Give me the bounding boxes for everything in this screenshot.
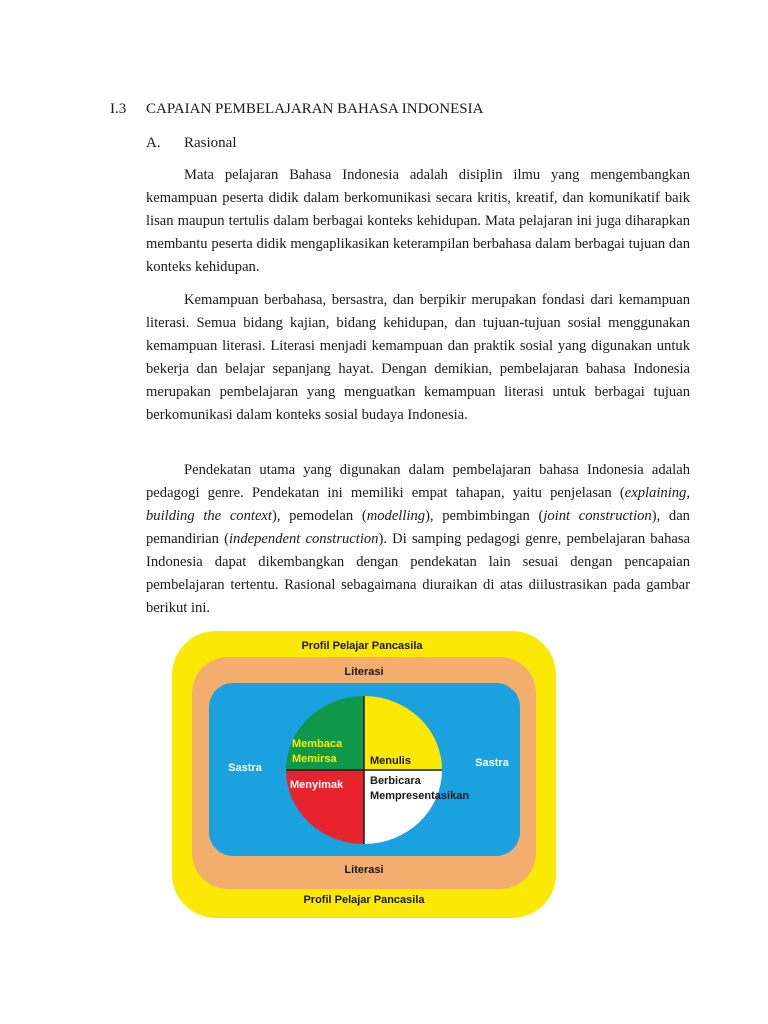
paragraph-3-term-1: explaining, building the context bbox=[146, 485, 690, 524]
label-middle-bottom: Literasi bbox=[344, 864, 384, 876]
paragraph-3-text-5: ). Di samping pedagogi genre, pembelajaran bahasa Indonesia dapat dikembangkan dengan pendekatan lain sesuai dengan pencapaian pembelajaran tertentu. Rasional sebagaimana diuraikan di atas diilustrasikan pada gambar berikut ini. bbox=[146, 531, 691, 616]
label-inner-left: Sastra bbox=[228, 762, 262, 774]
label-berbicara: Berbicara bbox=[370, 775, 421, 787]
section-number: I.3 bbox=[110, 101, 127, 117]
subsection-title: Rasional bbox=[184, 135, 237, 151]
paragraph-3-term-2: modelling bbox=[366, 508, 426, 524]
label-menyimak: Menyimak bbox=[290, 779, 344, 791]
label-outer-top: Profil Pelajar Pancasila bbox=[301, 640, 423, 652]
subsection-number: A. bbox=[146, 135, 161, 151]
label-inner-right: Sastra bbox=[475, 757, 509, 769]
paragraph-3-text-1: Pendekatan utama yang digunakan dalam pembelajaran bahasa Indonesia adalah pedagogi genre. Pendekatan ini memiliki empat tahapan, yaitu penjelasan ( bbox=[146, 462, 690, 501]
label-menulis: Menulis bbox=[370, 755, 411, 767]
paragraph-2: Kemampuan berbahasa, bersastra, dan berpikir merupakan fondasi dari kemampuan literasi. Semua bidang kajian, bidang kehidupan, dan tujuan-tujuan sosial menggunakan kemampuan literasi. Literasi menjadi kemampuan dan praktik sosial yang digunakan untuk bekerja dan belajar sepanjang hayat. Dengan demikian, pembelajaran bahasa Indonesia merupakan pembelajaran yang menguatkan kemampuan literasi untuk berbagai tujuan berkomunikasi dalam konteks sosial budaya Indonesia. bbox=[146, 292, 690, 423]
literacy-diagram bbox=[172, 631, 556, 918]
paragraph-3-text-4: ), dan pemandirian ( bbox=[146, 508, 690, 547]
label-middle-top: Literasi bbox=[344, 666, 384, 678]
paragraph-3-term-4: independent construction bbox=[229, 531, 379, 547]
subsection-heading bbox=[146, 135, 237, 152]
label-membaca: Membaca bbox=[292, 738, 343, 750]
paragraph-3-text-2: ), pemodelan ( bbox=[271, 508, 367, 524]
label-mempresentasikan: Mempresentasikan bbox=[370, 790, 470, 802]
paragraph-3-text-3: ), pembimbingan ( bbox=[425, 508, 544, 524]
paragraph-3-term-3: joint construction bbox=[543, 508, 652, 524]
section-title: CAPAIAN PEMBELAJARAN BAHASA INDONESIA bbox=[146, 101, 484, 117]
label-outer-bottom: Profil Pelajar Pancasila bbox=[303, 894, 425, 906]
section-heading bbox=[110, 101, 483, 118]
paragraph-3 bbox=[146, 459, 690, 620]
paragraph-1: Mata pelajaran Bahasa Indonesia adalah disiplin ilmu yang mengembangkan kemampuan peserta didik dalam berkomunikasi secara kritis, kreatif, dan komunikatif baik lisan maupun tertulis dalam berbagai konteks kehidupan. Mata pelajaran ini juga diharapkan membantu peserta didik mengaplikasikan keterampilan berbahasa dalam berbagai tujuan dan konteks kehidupan. bbox=[146, 167, 690, 275]
label-memirsa: Memirsa bbox=[292, 753, 337, 765]
